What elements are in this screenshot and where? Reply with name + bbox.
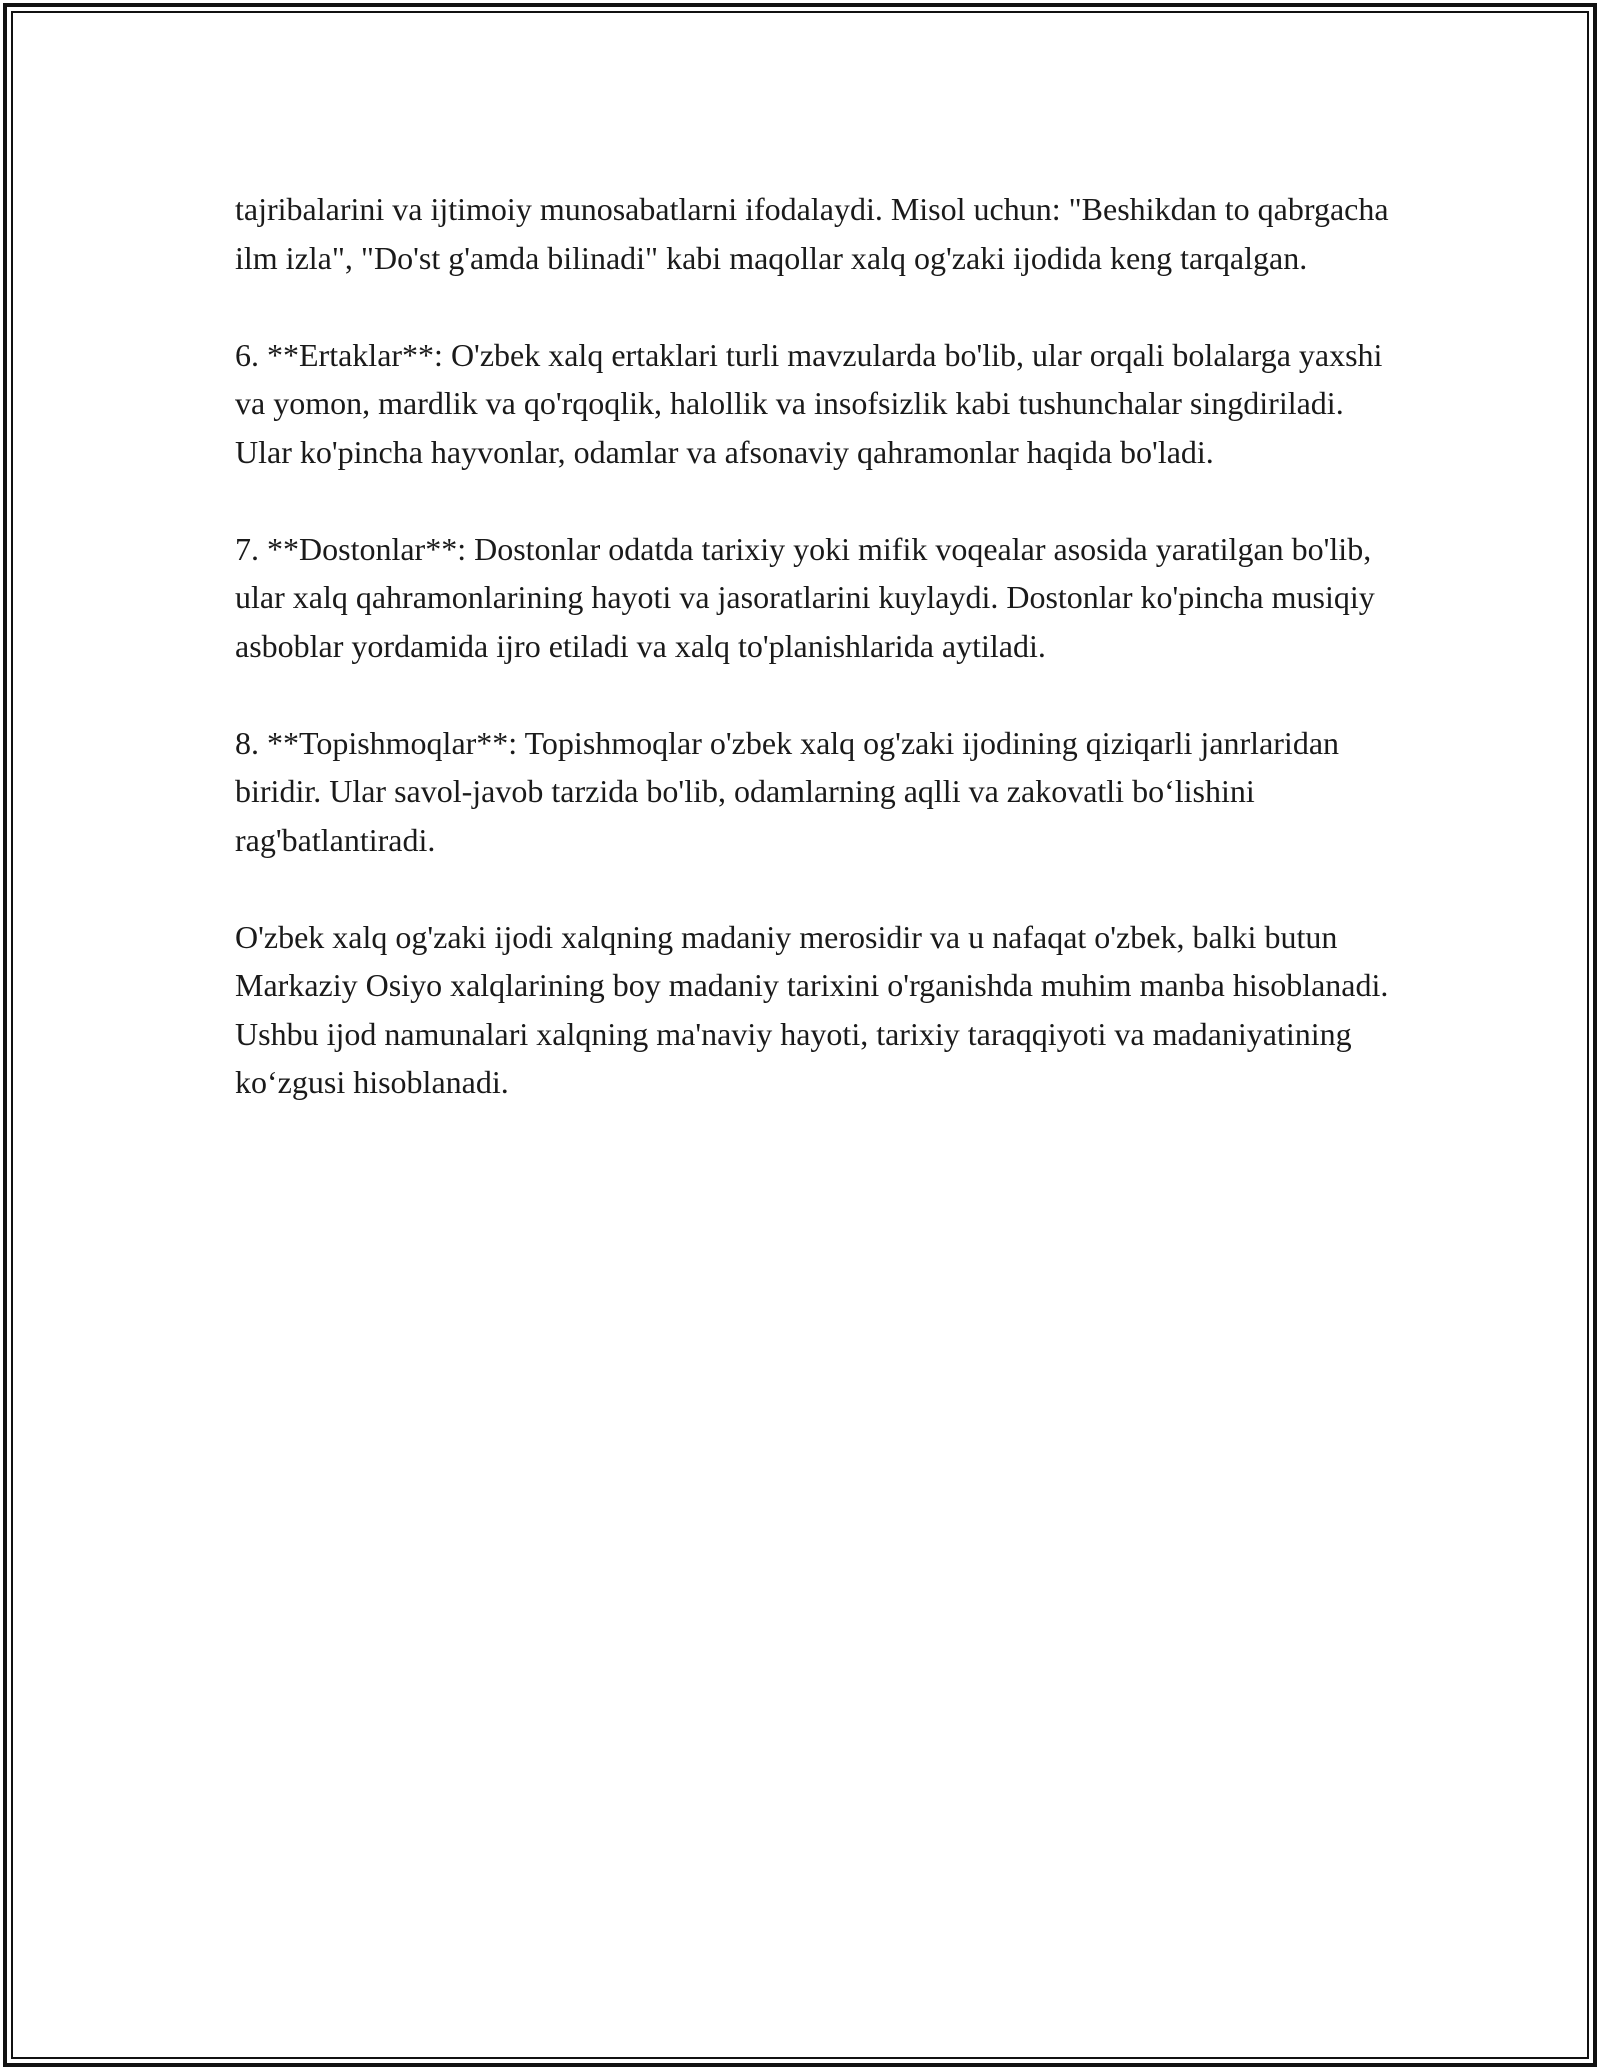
paragraph-conclusion: O'zbek xalq og'zaki ijodi xalqning madaniy merosidir va u nafaqat o'zbek, balki butun Markaziy Osiyo xalqlarining boy madaniy tarixini o'rganishda muhim manba hisoblanadi. Ushbu ijod namunalari xalqning ma'naviy hayoti, tarixiy taraqqiyoti va madaniyatining ko‘zgusi hisoblanadi. <box>235 918 1389 1100</box>
paragraph-intro-continuation: tajribalarini va ijtimoiy munosabatlarni ifodalaydi. Misol uchun: "Beshikdan to qabrgacha ilm izla", "Do'st g'amda bilinadi" kabi maqollar xalq og'zaki ijodida keng tarqalgan. <box>235 191 1389 276</box>
paragraph-topishmoqlar: 8. **Topishmoqlar**: Topishmoqlar o'zbek xalq og'zaki ijodining qiziqarli janrlaridan biridir. Ular savol-javob tarzida bo'lib, odamlarning aqlli va zakovatli bo‘lishini rag'batlantiradi. <box>235 724 1340 858</box>
paragraph-ertaklar: 6. **Ertaklar**: O'zbek xalq ertaklari turli mavzularda bo'lib, ular orqali bolalarga yaxshi va yomon, mardlik va qo'rqoqlik, halollik va insofsizlik kabi tushunchalar singdiriladi. Ular ko'pincha hayvonlar, odamlar va afsonaviy qahramonlar haqida bo'ladi. <box>235 336 1383 470</box>
paragraph-dostonlar: 7. **Dostonlar**: Dostonlar odatda tarixiy yoki mifik voqealar asosida yaratilgan bo'lib, ular xalq qahramonlarining hayoti va jasoratlarini kuylaydi. Dostonlar ko'pincha musiqiy asboblar yordamida ijro etiladi va xalq to'planishlarida aytiladi. <box>235 530 1375 664</box>
document-body <box>235 185 1395 1155</box>
